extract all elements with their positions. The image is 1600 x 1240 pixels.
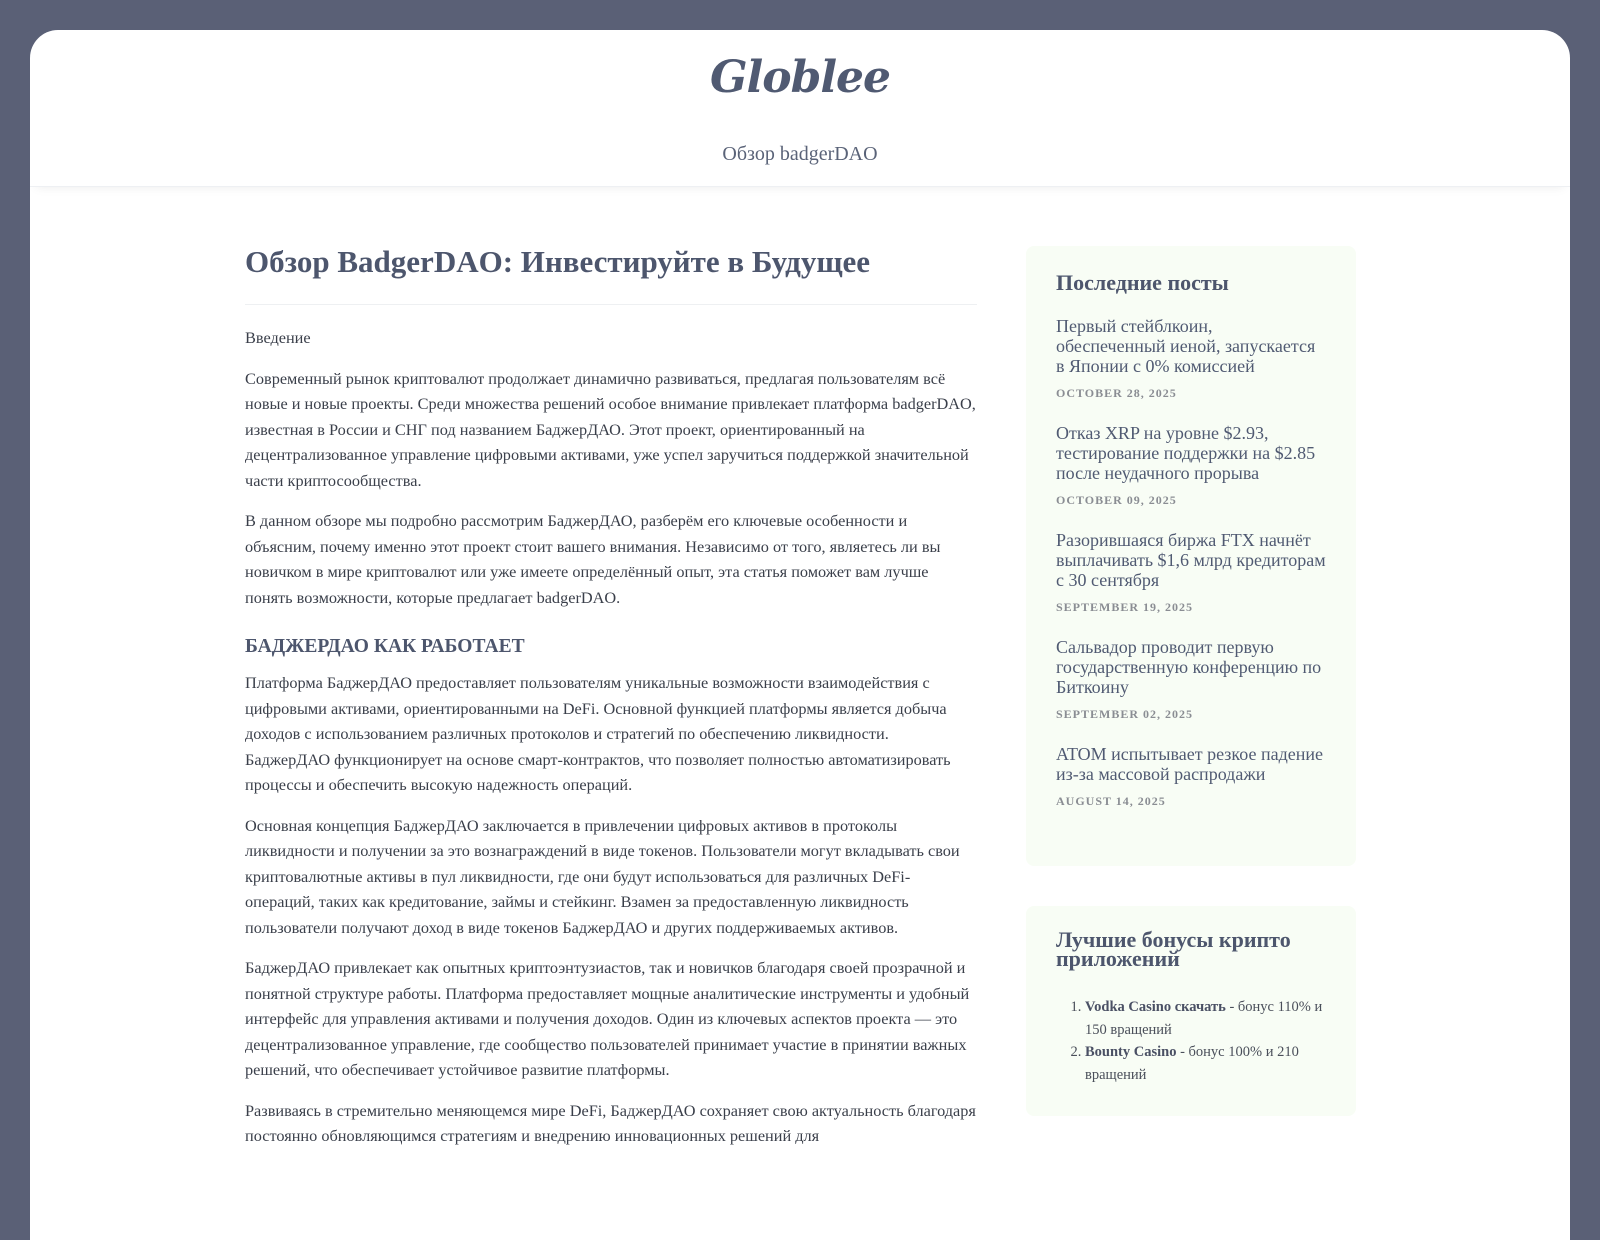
recent-post-link[interactable]: Разорившаяся биржа FTX начнёт выплачивать $1,6 млрд кредиторам с 30 сентября — [1056, 530, 1326, 590]
article-paragraph: Развиваясь в стремительно меняющемся мире DeFi, БаджерДАО сохраняет свою актуальность благодаря постоянно обновляющимся стратегиям и внедрению инновационных решений для — [245, 1100, 976, 1145]
article-paragraph: Основная концепция БаджерДАО заключается в привлечении цифровых активов в протоколы ликвидности и получении за это вознаграждений в виде токенов. Пользователи могут вкладывать свои криптовалютные активы в пул ликвидности, где они будут использоваться для различных DeFi-операций, таких как кредитование, займы и стейкинг. Взамен за предоставленную ликвидность пользователи получают доход в виде токенов БаджерДАО и других поддерживаемых активов. — [245, 815, 960, 937]
recent-post-item — [1056, 316, 1326, 401]
article-title: Обзор BadgerDAO: Инвестируйте в Будущее — [245, 242, 977, 305]
bonus-item — [1085, 996, 1326, 1041]
recent-post-link[interactable]: ATOM испытывает резкое падение из-за массовой распродажи — [1056, 744, 1323, 784]
bonus-description: - бонус 100% и 210 вращений — [1085, 1044, 1299, 1083]
recent-post-item — [1056, 530, 1326, 615]
bonus-list — [1056, 996, 1326, 1086]
recent-post-date: SEPTEMBER 19, 2025 — [1056, 600, 1194, 614]
recent-post-item — [1056, 423, 1326, 508]
recent-post-date: AUGUST 14, 2025 — [1056, 794, 1166, 808]
recent-post-date: OCTOBER 09, 2025 — [1056, 493, 1177, 507]
bonus-widget — [1026, 906, 1356, 1116]
page — [30, 30, 1570, 1240]
bonus-description: - бонус 110% и 150 вращений — [1085, 999, 1323, 1038]
bonus-widget-title: Лучшие бонусы крипто приложений — [1056, 927, 1291, 971]
recent-post-item — [1056, 744, 1326, 809]
site-tagline: Обзор badgerDAO — [722, 143, 878, 165]
recent-post-link[interactable]: Сальвадор проводит первую государственную конференцию по Биткоину — [1056, 637, 1322, 697]
recent-post-link[interactable]: Отказ XRP на уровне $2.93, тестирование поддержки на $2.85 после неудачного прорыва — [1056, 423, 1316, 483]
bonus-item — [1085, 1041, 1326, 1086]
article-paragraph: В данном обзоре мы подробно рассмотрим БаджерДАО, разберём его ключевые особенности и объясним, почему именно этот проект стоит вашего внимания. Независимо от того, являетесь ли вы новичком в мире криптовалют или уже имеете определённый опыт, эта статья поможет вам лучше понять возможности, которые предлагает badgerDAO. — [245, 511, 941, 607]
recent-posts-title: Последние посты — [1056, 270, 1229, 295]
bonus-link[interactable]: Bounty Casino — [1085, 1044, 1177, 1060]
bonus-link[interactable]: Vodka Casino скачать — [1085, 999, 1226, 1015]
intro-label: Введение — [245, 328, 311, 347]
recent-post-link[interactable]: Первый стейблкоин, обеспеченный иеной, запускается в Японии с 0% комиссией — [1056, 316, 1316, 376]
article-paragraph: БаджерДАО привлекает как опытных криптоэнтузиастов, так и новичков благодаря своей прозрачной и понятной структуре работы. Платформа предоставляет мощные аналитические инструменты и удобный интерфейс для управления активами и получения доходов. Один из ключевых аспектов проекта — это децентрализованное управление, где сообщество пользователей принимает участие в принятии важных решений, что обеспечивает устойчивое развитие платформы. — [245, 958, 970, 1079]
site-logo[interactable]: Globlee — [709, 52, 891, 103]
article-paragraph: Современный рынок криптовалют продолжает динамично развиваться, предлагая пользователям всё новые и новые проекты. Среди множества решений особое внимание привлекает платформа badgerDAO, известная в России и СНГ под названием БаджерДАО. Этот проект, ориентированный на децентрализованное управление цифровыми активами, уже успел заручиться поддержкой значительной части криптосообщества. — [245, 368, 976, 490]
recent-post-date: SEPTEMBER 02, 2025 — [1056, 707, 1194, 721]
recent-posts-widget — [1026, 246, 1356, 866]
site-header — [30, 30, 1570, 187]
recent-post-item — [1056, 637, 1326, 722]
section-heading: БАДЖЕРДАО КАК РАБОТАЕТ — [245, 636, 525, 657]
article — [245, 242, 977, 1164]
recent-post-date: OCTOBER 28, 2025 — [1056, 386, 1177, 400]
article-paragraph: Платформа БаджерДАО предоставляет пользователям уникальные возможности взаимодействия с цифровыми активами, ориентированными на DeFi. Основной функцией платформы является добыча доходов с использованием различных протоколов и стратегий по обеспечению ликвидности. БаджерДАО функционирует на основе смарт-контрактов, что позволяет полностью автоматизировать процессы и обеспечить высокую надежность операций. — [245, 673, 951, 794]
